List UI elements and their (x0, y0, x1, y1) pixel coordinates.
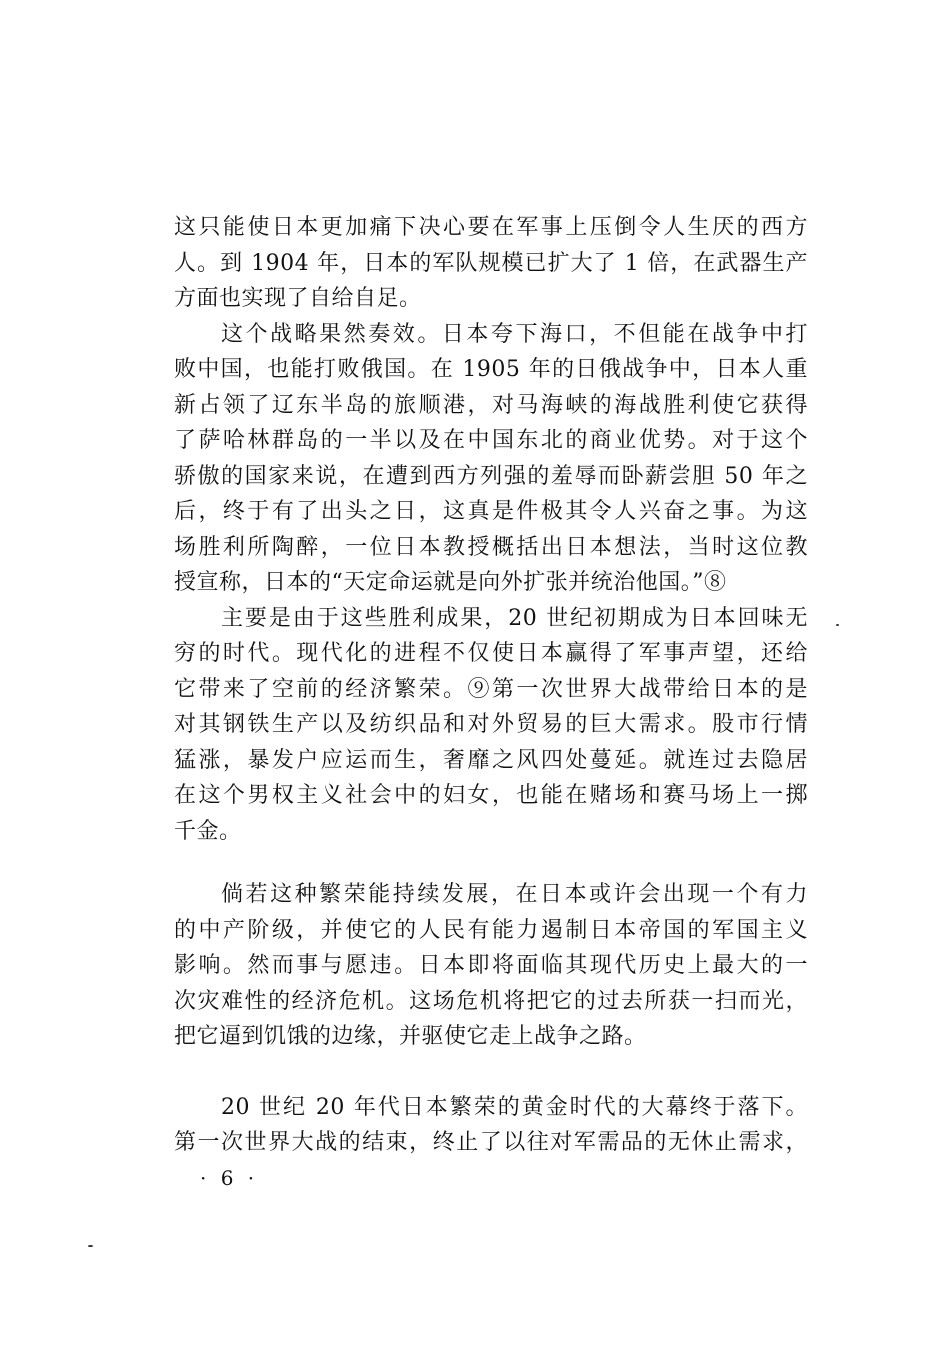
text-line: 猛涨，暴发户应运而生，奢靡之风四处蔓延。就连过去隐居 (174, 748, 808, 773)
text-line: 次灾难性的经济危机。这场危机将把它的过去所获一扫而光， (174, 989, 808, 1014)
text-line: 倘若这种繁荣能持续发展，在日本或许会出现一个有力 (221, 882, 808, 907)
text-line: 影响。然而事与愿违。日本即将面临其现代历史上最大的一 (174, 953, 808, 978)
scan-speck (88, 1245, 93, 1247)
text-line: 第一次世界大战的结束，终止了以往对军需品的无休止需求， (174, 1130, 808, 1155)
text-line: 方面也实现了自给自足。 (174, 286, 422, 311)
text-line: 人。到 1904 年，日本的军队规模已扩大了 1 倍，在武器生产 (174, 251, 808, 276)
text-line: 这个战略果然奏效。日本夸下海口，不但能在战争中打 (221, 322, 808, 347)
text-line: 授宣称，日本的“天定命运就是向外扩张并统治他国。”⑧ (174, 570, 727, 595)
text-line: 后，终于有了出头之日，这真是件极其令人兴奋之事。为这 (174, 499, 808, 524)
text-line: 败中国，也能打败俄国。在 1905 年的日俄战争中，日本人重 (174, 357, 808, 382)
text-line: 了萨哈林群岛的一半以及在中国东北的商业优势。对于这个 (174, 428, 808, 453)
text-line: 它带来了空前的经济繁荣。⑨第一次世界大战带给日本的是 (174, 677, 808, 702)
scan-speck (836, 624, 839, 626)
text-line: 的中产阶级，并使它的人民有能力遏制日本帝国的军国主义 (174, 918, 808, 943)
text-line: 把它逼到饥饿的边缘，并驱使它走上战争之路。 (174, 1024, 647, 1049)
page-number: · 6 · (200, 1166, 259, 1190)
text-line: 这只能使日本更加痛下决心要在军事上压倒令人生厌的西方 (174, 215, 808, 240)
text-line: 场胜利所陶醉，一位日本教授概括出日本想法，当时这位教 (174, 535, 808, 560)
text-line: 穷的时代。现代化的进程不仅使日本赢得了军事声望，还给 (174, 641, 808, 666)
text-line: 主要是由于这些胜利成果，20 世纪初期成为日本回味无 (221, 606, 808, 631)
text-line: 骄傲的国家来说，在遭到西方列强的羞辱而卧薪尝胆 50 年之 (174, 464, 808, 489)
text-line: 千金。 (174, 819, 242, 844)
text-line: 在这个男权主义社会中的妇女，也能在赌场和赛马场上一掷 (174, 783, 808, 808)
text-line: 新占领了辽东半岛的旅顺港，对马海峡的海战胜利使它获得 (174, 393, 808, 418)
text-line: 20 世纪 20 年代日本繁荣的黄金时代的大幕终于落下。 (221, 1095, 808, 1120)
text-line: 对其钢铁生产以及纺织品和对外贸易的巨大需求。股市行情 (174, 712, 808, 737)
